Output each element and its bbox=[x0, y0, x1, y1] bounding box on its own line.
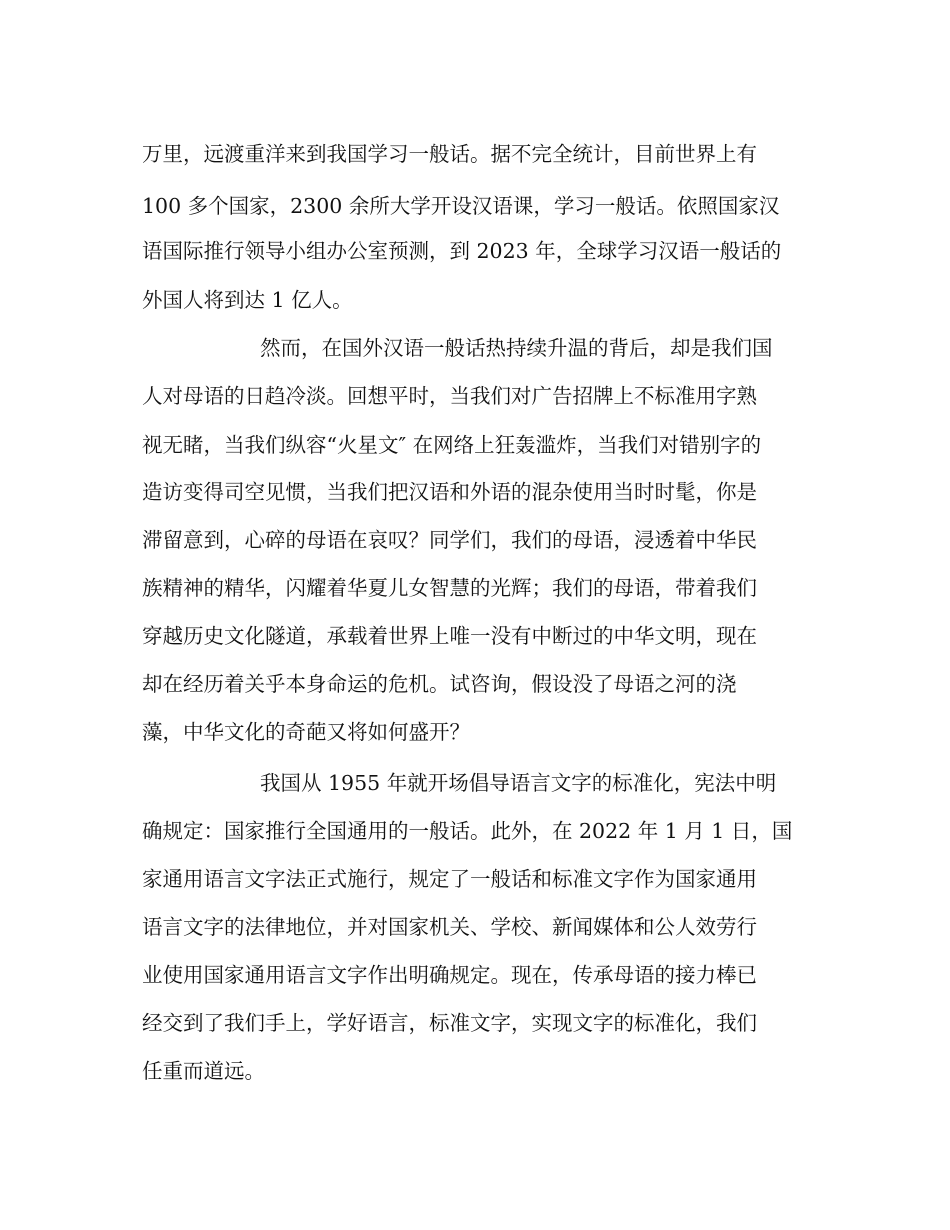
p3-line-4: 语言文字的法律地位，并对国家机关、学校、新闻媒体和公人效劳行 bbox=[142, 915, 757, 939]
p2-line-5: 滞留意到，心碎的母语在哀叹？同学们，我们的母语，浸透着中华民 bbox=[142, 528, 757, 552]
p2-line-3: 视无睹，当我们纵容“火星文″ 在网络上狂轰滥炸，当我们对错别字的 bbox=[142, 433, 762, 457]
p2-line-8: 却在经历着关乎本身命运的危机。试咨询，假设没了母语之河的浇 bbox=[142, 672, 737, 696]
p2-line-2: 人对母语的日趋冷淡。回想平时，当我们对广告招牌上不标准用字熟 bbox=[142, 384, 757, 408]
p2-line-7: 穿越历史文化隧道，承载着世界上唯一没有中断过的中华文明，现在 bbox=[142, 624, 757, 648]
p2-line-6: 族精神的精华，闪耀着华夏儿女智慧的光辉；我们的母语，带着我们 bbox=[142, 576, 757, 600]
p2-line-9: 藻，中华文化的奇葩又将如何盛开？ bbox=[142, 720, 470, 744]
p3-line-5: 业使用国家通用语言文字作出明确规定。现在，传承母语的接力棒已 bbox=[142, 963, 757, 987]
p1-line-2: 100 多个国家，2300 余所大学开设汉语课，学习一般话。依照国家汉 bbox=[142, 194, 780, 218]
p3-line-1: 我国从 1955 年就开场倡导语言文字的标准化，宪法中明 bbox=[260, 771, 777, 795]
p1-line-1: 万里，远渡重洋来到我国学习一般话。据不完全统计，目前世界上有 bbox=[142, 142, 757, 166]
p1-line-4: 外国人将到达 1 亿人。 bbox=[142, 288, 353, 312]
p3-line-7: 任重而道远。 bbox=[142, 1059, 265, 1083]
p1-line-3: 语国际推行领导小组办公室预测，到 2023 年，全球学习汉语一般话的 bbox=[142, 239, 782, 263]
p3-line-3: 家通用语言文字法正式施行，规定了一般话和标准文字作为国家通用 bbox=[142, 867, 757, 891]
p2-line-4: 造访变得司空见惯，当我们把汉语和外语的混杂使用当时时髦，你是 bbox=[142, 480, 757, 504]
p2-line-1: 然而，在国外汉语一般话热持续升温的背后，却是我们国 bbox=[260, 336, 773, 360]
p3-line-6: 经交到了我们手上，学好语言，标准文字，实现文字的标准化，我们 bbox=[142, 1011, 757, 1035]
p3-line-2: 确规定：国家推行全国通用的一般话。此外，在 2022 年 1 月 1 日，国 bbox=[142, 819, 793, 843]
